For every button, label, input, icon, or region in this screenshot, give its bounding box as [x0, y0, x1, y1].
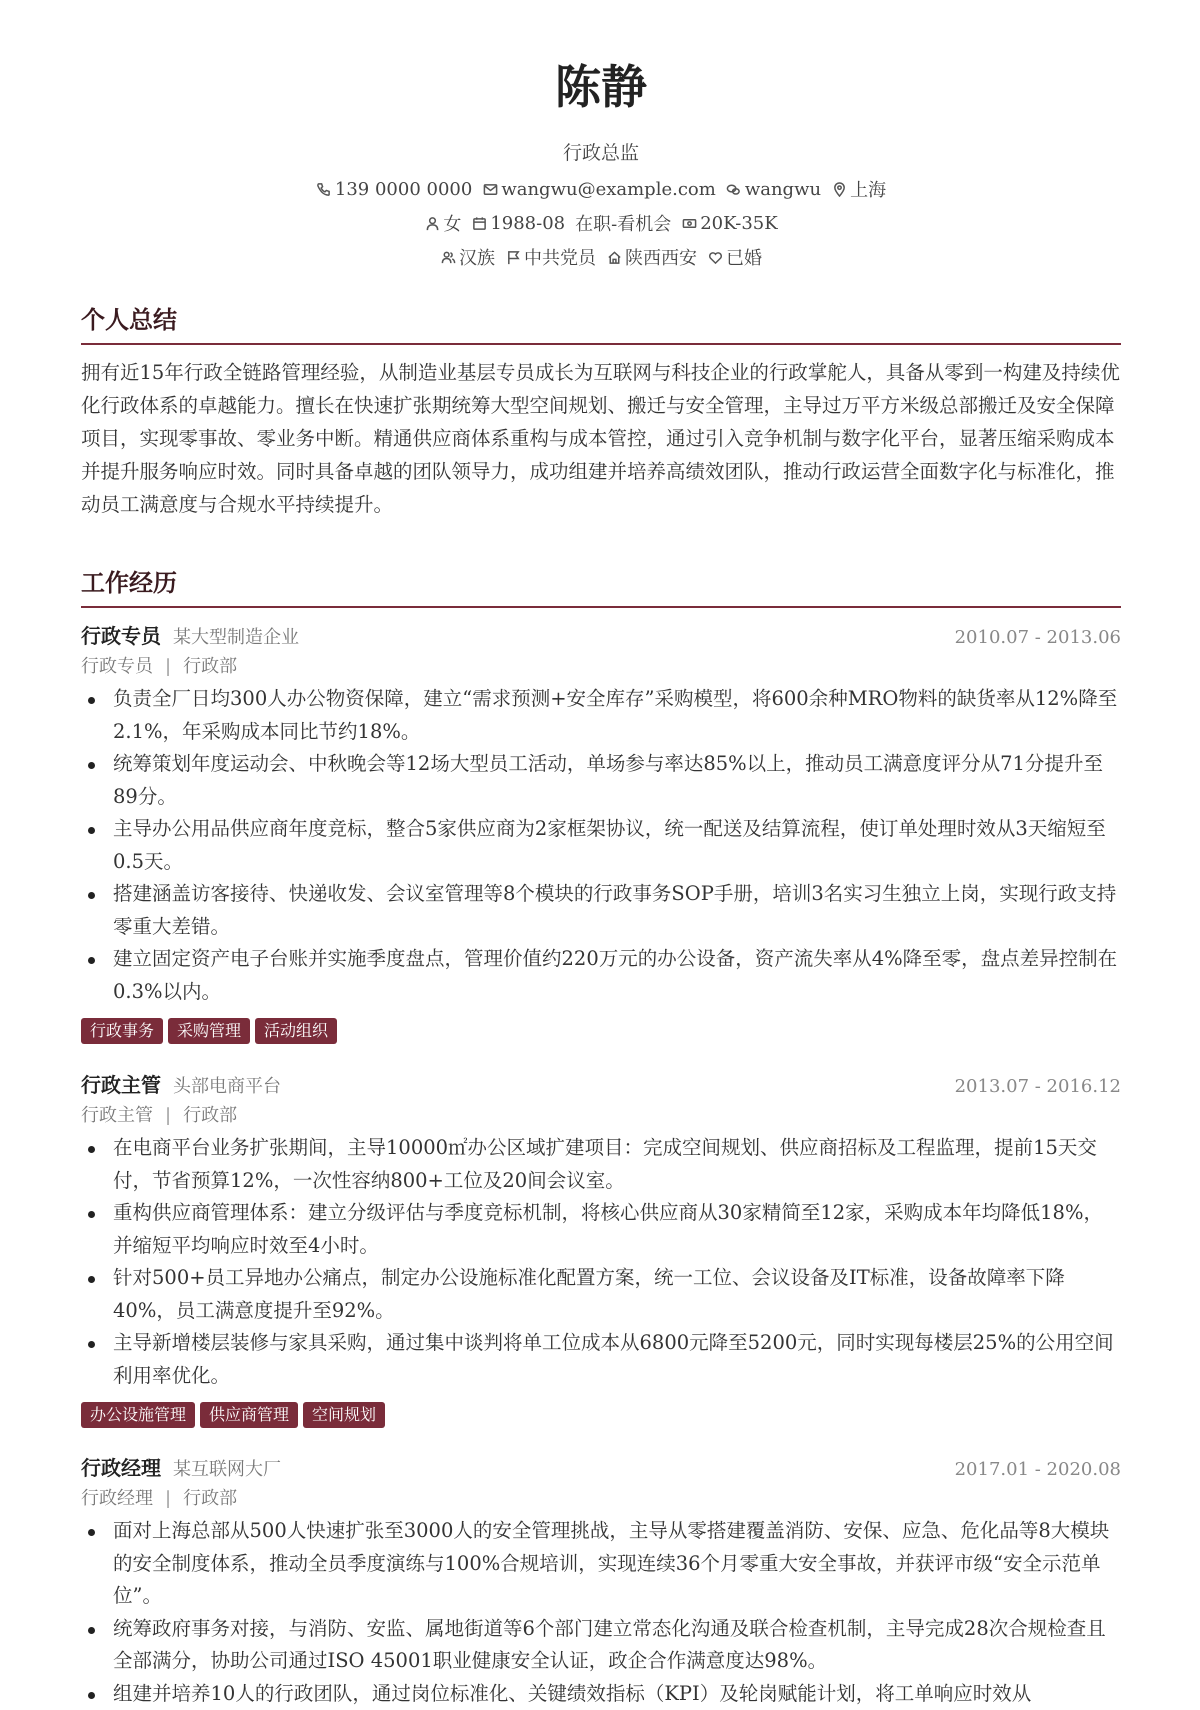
bullet-item: 组建并培养10人的行政团队，通过岗位标准化、关键绩效指标（KPI）及轮岗赋能计划，将工单响应时效从 [81, 1678, 1121, 1710]
contact-hometown [606, 244, 697, 270]
bullet-item: 统筹政府事务对接，与消防、安监、属地街道等6个部门建立常态化沟通及联合检查机制，主导完成28次合规检查且全部满分，协助公司通过ISO 45001职业健康安全认证，政企合作满意度达98%。 [81, 1613, 1121, 1678]
job-title: 行政主管 [81, 1069, 161, 1098]
contact-email [482, 179, 716, 200]
contact-ethnicity [440, 244, 495, 270]
bullet-item: 在电商平台业务扩张期间，主导10000㎡办公区域扩建项目：完成空间规划、供应商招标及工程监理，提前15天交付，节省预算12%，一次性容纳800+工位及20间会议室。 [81, 1132, 1121, 1197]
contact-row-1 [81, 176, 1121, 202]
job-dept: 行政部 [183, 1105, 237, 1126]
marital-text: 已婚 [726, 244, 762, 270]
calendar-icon [471, 215, 487, 231]
status-text: 在职-看机会 [575, 210, 671, 236]
bullet-item: 主导新增楼层装修与家具采购，通过集中谈判将单工位成本从6800元降至5200元，同时实现每楼层25%的公用空间利用率优化。 [81, 1327, 1121, 1392]
contact-location [831, 176, 886, 202]
job-target-title: 行政总监 [81, 138, 1121, 165]
bullet-item: 重构供应商管理体系：建立分级评估与季度竞标机制，将核心供应商从30家精简至12家，采购成本年均降低18%，并缩短平均响应时效至4小时。 [81, 1197, 1121, 1262]
job-role-line: 行政专员 | 行政部 [81, 650, 1121, 683]
job-date: 2017.01 - 2020.08 [955, 1459, 1121, 1480]
job-dept: 行政部 [183, 1488, 237, 1509]
job-bullets [81, 1132, 1121, 1392]
contact-politics [505, 244, 596, 270]
politics-text: 中共党员 [524, 244, 596, 270]
skill-tags [81, 1402, 1121, 1428]
job-company: 头部电商平台 [173, 1072, 281, 1098]
skill-tag: 空间规划 [303, 1402, 385, 1428]
skill-tag: 行政事务 [81, 1018, 163, 1044]
email-text: wangwu@example.com [501, 179, 716, 200]
wechat-text: wangwu [745, 179, 821, 200]
home-icon [606, 249, 622, 265]
skill-tag: 采购管理 [168, 1018, 250, 1044]
money-icon [681, 215, 697, 231]
bullet-item: 面对上海总部从500人快速扩张至3000人的安全管理挑战，主导从零搭建覆盖消防、安保、应急、危化品等8大模块的安全制度体系，推动全员季度演练与100%合规培训，实现连续36个月零重大安全事故，并获评市级“安全示范单位”。 [81, 1515, 1121, 1613]
skill-tag: 活动组织 [255, 1018, 337, 1044]
location-text: 上海 [850, 176, 886, 202]
contact-salary [681, 213, 777, 234]
contact-wechat [726, 179, 821, 200]
job-company: 某大型制造企业 [173, 623, 299, 649]
job-bullets [81, 683, 1121, 1008]
contact-status [575, 210, 671, 236]
job-role: 行政主管 [81, 1105, 153, 1126]
contact-marital [707, 244, 762, 270]
candidate-name: 陈静 [81, 62, 1121, 113]
section-title-experience: 工作经历 [81, 563, 1121, 608]
job-entry [81, 620, 1121, 1044]
job-title: 行政经理 [81, 1452, 161, 1481]
salary-text: 20K-35K [700, 213, 777, 234]
bullet-item: 主导办公用品供应商年度竞标，整合5家供应商为2家框架协议，统一配送及结算流程，使订单处理时效从3天缩短至0.5天。 [81, 813, 1121, 878]
ethnicity-text: 汉族 [459, 244, 495, 270]
job-title: 行政专员 [81, 620, 161, 649]
flag-icon [505, 249, 521, 265]
skill-tag: 办公设施管理 [81, 1402, 195, 1428]
job-date: 2013.07 - 2016.12 [955, 1076, 1121, 1097]
bullet-item: 建立固定资产电子台账并实施季度盘点，管理价值约220万元的办公设备，资产流失率从4%降至零，盘点差异控制在0.3%以内。 [81, 943, 1121, 1008]
job-bullets [81, 1515, 1121, 1710]
location-icon [831, 181, 847, 197]
heart-icon [707, 249, 723, 265]
job-role-line: 行政经理 | 行政部 [81, 1482, 1121, 1515]
skill-tags [81, 1018, 1121, 1044]
job-dept: 行政部 [183, 656, 237, 677]
job-entry [81, 1069, 1121, 1428]
mail-icon [482, 181, 498, 197]
contact-row-2 [81, 210, 1121, 236]
contact-phone [316, 179, 472, 200]
people-icon [440, 249, 456, 265]
job-date: 2010.07 - 2013.06 [955, 627, 1121, 648]
job-role: 行政经理 [81, 1488, 153, 1509]
summary-text: 拥有近15年行政全链路管理经验，从制造业基层专员成长为互联网与科技企业的行政掌舵人，具备从零到一构建及持续优化行政体系的卓越能力。擅长在快速扩张期统筹大型空间规划、搬迁与安全管理，主导过万平方米级总部搬迁及安全保障项目，实现零事故、零业务中断。精通供应商体系重构与成本管控，通过引入竞争机制与数字化平台，显著压缩采购成本并提升服务响应时效。同时具备卓越的团队领导力，成功组建并培养高绩效团队，推动行政运营全面数字化与标准化，推动员工满意度与合规水平持续提升。 [81, 356, 1121, 521]
section-title-summary: 个人总结 [81, 300, 1121, 345]
birth-text: 1988-08 [490, 213, 565, 234]
job-role: 行政专员 [81, 656, 153, 677]
phone-text: 139 0000 0000 [335, 179, 472, 200]
contact-birth [471, 213, 565, 234]
skill-tag: 供应商管理 [200, 1402, 298, 1428]
phone-icon [316, 181, 332, 197]
bullet-item: 搭建涵盖访客接待、快递收发、会议室管理等8个模块的行政事务SOP手册，培训3名实习生独立上岗，实现行政支持零重大差错。 [81, 878, 1121, 943]
wechat-icon [726, 181, 742, 197]
user-icon [424, 215, 440, 231]
contact-row-3 [81, 244, 1121, 270]
bullet-item: 针对500+员工异地办公痛点，制定办公设施标准化配置方案，统一工位、会议设备及IT标准，设备故障率下降40%，员工满意度提升至92%。 [81, 1262, 1121, 1327]
job-entry [81, 1452, 1121, 1710]
job-role-line: 行政主管 | 行政部 [81, 1099, 1121, 1132]
contact-gender [424, 210, 461, 236]
hometown-text: 陕西西安 [625, 244, 697, 270]
gender-text: 女 [443, 210, 461, 236]
bullet-item: 统筹策划年度运动会、中秋晚会等12场大型员工活动，单场参与率达85%以上，推动员工满意度评分从71分提升至89分。 [81, 748, 1121, 813]
bullet-item: 负责全厂日均300人办公物资保障，建立“需求预测+安全库存”采购模型，将600余种MRO物料的缺货率从12%降至2.1%，年采购成本同比节约18%。 [81, 683, 1121, 748]
job-company: 某互联网大厂 [173, 1455, 281, 1481]
